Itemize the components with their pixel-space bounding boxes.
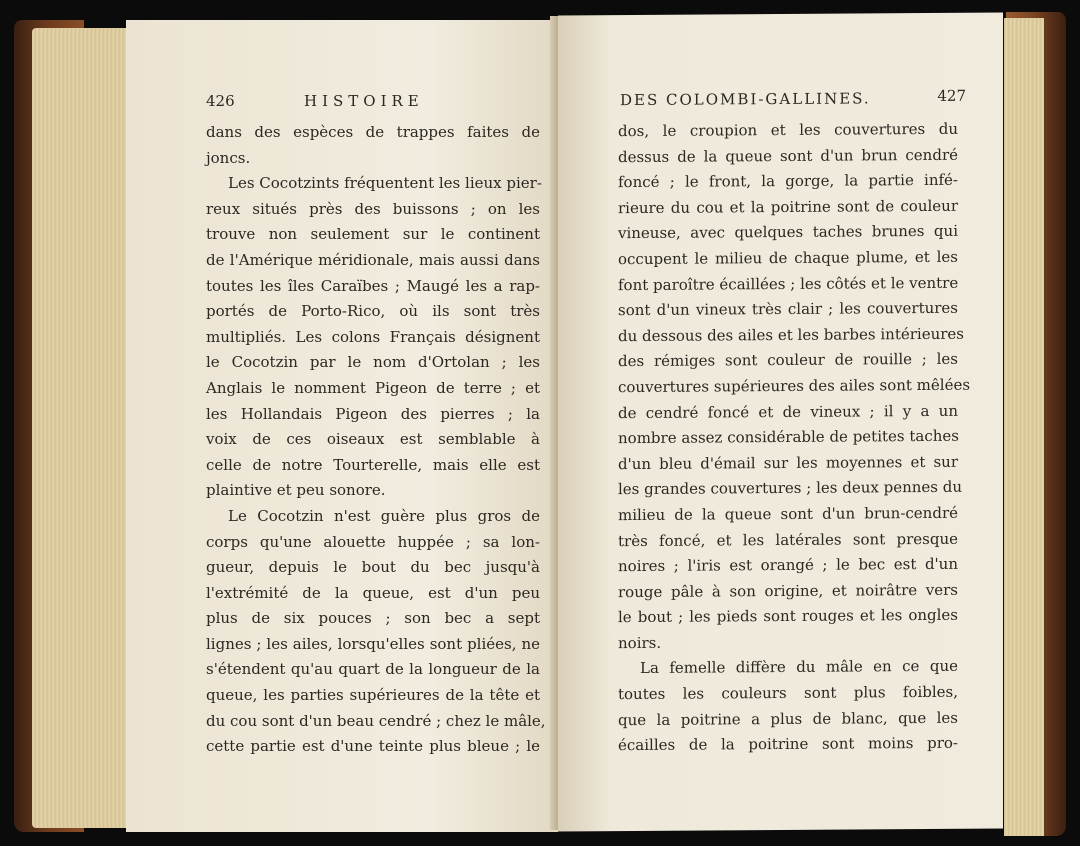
text-line: toutes les couleurs sont plus foibles, [618,682,958,704]
text-line: reux situés près des buissons ; on les [206,199,540,218]
text-line: voix de ces oiseaux est semblable à [206,430,540,449]
open-book [14,12,1066,836]
text-line: trouve non seulement sur le continent [206,225,540,244]
text-line: toutes les îles Caraïbes ; Maugé les a rap- [206,276,540,295]
text-line: joncs. [206,148,251,167]
text-line: du dessous des ailes et les barbes intérieures [618,324,964,345]
right-page [558,12,1003,831]
text-line: dos, le croupion et les couvertures du [618,119,958,141]
left-page-number: 426 [206,92,235,110]
text-line: Le Cocotzin n'est guère plus gros de [228,506,540,525]
text-line: multipliés. Les colons Français désignent [206,327,540,346]
right-running-title: DES COLOMBI-GALLINES. [620,89,871,110]
text-line: dessus de la queue sont d'un brun cendré [618,145,958,166]
text-line: celle de notre Tourterelle, mais elle est [206,455,540,474]
text-line: très foncé, et les latérales sont presque [618,529,958,550]
text-line: le Cocotzin par le nom d'Ortolan ; les [206,353,540,372]
page-edges-left [32,28,132,828]
text-line: les Hollandais Pigeon des pierres ; la [206,404,540,423]
text-line: portés de Porto-Rico, où ils sont très [206,302,540,321]
text-line: Anglais le nomment Pigeon de terre ; et [206,378,540,397]
text-line: l'extrémité de la queue, est d'un peu [206,583,540,602]
text-line: font paroître écaillées ; les côtés et le ventre [618,273,959,294]
right-page-header [620,86,966,110]
text-line: s'étendent qu'au quart de la longueur de la [206,660,540,679]
text-line: plaintive et peu sonore. [206,481,386,500]
text-line: rouge pâle à son origine, et noirâtre vers [618,580,958,601]
text-line: cette partie est d'une teinte plus bleue ; le [206,737,540,756]
text-line: occupent le milieu de chaque plume, et les [618,247,958,269]
text-line: de cendré foncé et de vineux ; il y a un [618,401,958,422]
text-line: lignes ; les ailes, lorsqu'elles sont pliées, ne [206,634,540,653]
text-line: que la poitrine a plus de blanc, que les [618,708,958,729]
text-line: gueur, depuis le bout du bec jusqu'à [206,558,540,577]
left-page [126,20,558,832]
text-line: d'un bleu d'émail sur les moyennes et sur [618,452,958,473]
text-line: sont d'un vineux très clair ; les couvertures [618,298,958,320]
text-line: La femelle diffère du mâle en ce que [640,657,958,678]
text-line: Les Cocotzints fréquentent les lieux pier- [228,174,542,193]
text-line: milieu de la queue sont d'un brun-cendré [618,503,958,525]
text-line: noirs. [618,633,662,653]
text-line: des rémiges sont couleur de rouille ; les [618,350,958,371]
text-line: corps qu'une alouette huppée ; sa lon- [206,532,540,551]
text-line: les grandes couvertures ; les deux pennes du [618,478,963,499]
text-line: noires ; l'iris est orangé ; le bec est d'un [618,554,958,576]
text-line: dans des espèces de trappes faites de [206,123,540,141]
text-line: couvertures supérieures des ailes sont mêlées [618,375,971,397]
text-line: foncé ; le front, la gorge, la partie infé- [618,170,958,192]
text-line: vineuse, avec quelques taches brunes qui [618,222,958,243]
right-page-text [618,117,971,759]
text-line: écailles de la poitrine sont moins pro- [618,734,958,755]
left-running-title: HISTOIRE [304,92,424,110]
text-line: plus de six pouces ; son bec a sept [206,609,540,628]
text-line: rieure du cou et la poitrine sont de couleur [618,196,958,217]
right-page-number: 427 [937,86,966,105]
left-page-text [206,120,546,760]
text-line: de l'Amérique méridionale, mais aussi dans [206,250,540,269]
text-line: du cou sont d'un beau cendré ; chez le mâle, [206,711,546,730]
text-line: queue, les parties supérieures de la tête et [206,686,540,705]
page-edges-right [1004,18,1044,836]
text-line: le bout ; les pieds sont rouges et les ongles [618,606,958,627]
text-line: nombre assez considérable de petites taches [618,426,959,448]
